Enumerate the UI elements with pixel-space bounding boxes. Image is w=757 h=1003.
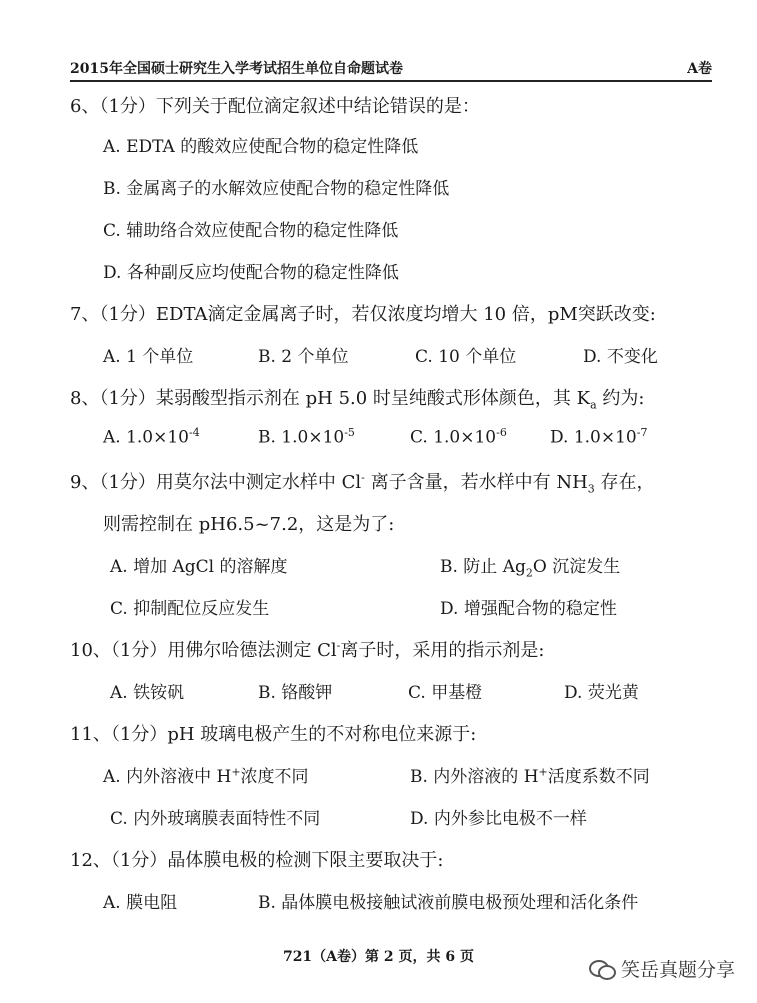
question-9-option-d: D. 增强配合物的稳定性 [440,599,617,619]
question-10-option-a: A. 铁铵矾 [110,683,185,703]
question-7-option-b: B. 2 个单位 [258,347,349,367]
watermark [589,955,735,982]
watermark-text: 笑岳真题分享 [620,959,735,981]
wechat-icon [589,958,615,980]
question-7-stem: 7、（1分）EDTA滴定金属离子时，若仅浓度均增大 10 倍，pM突跃改变: [70,304,656,325]
question-12-stem: 12、（1分）晶体膜电极的检测下限主要取决于: [70,850,444,871]
question-11-option-b: B. 内外溶液的 H+活度系数不同 [410,765,650,787]
question-11-stem: 11、（1分）pH 玻璃电极产生的不对称电位来源于: [70,724,477,745]
question-11-option-a: A. 内外溶液中 H+浓度不同 [103,765,309,787]
paper-version: A卷 [687,61,712,77]
question-8-option-d: D. $1.0\times 10^{-7}$ [550,426,648,448]
question-10-option-b: B. 铬酸钾 [258,683,333,703]
question-7-option-a: A. 1 个单位 [103,347,194,367]
exam-title: 2015年全国硕士研究生入学考试招生单位自命题试卷 [70,61,403,77]
question-7-option-d: D. 不变化 [583,347,658,367]
question-9-option-b: B. 防止 $Ag_2O$ 沉淀发生 [440,557,621,580]
question-6-option-d: D. 各种副反应均使配合物的稳定性降低 [103,263,399,283]
question-6-option-b: B. 金属离子的水解效应使配合物的稳定性降低 [103,179,450,199]
question-10-option-c: C. 甲基橙 [408,683,483,703]
question-12-option-b: B. 晶体膜电极接触试液前膜电极预处理和活化条件 [258,893,639,913]
question-9-option-a: A. 增加 AgCl 的溶解度 [110,557,288,577]
page-header [70,52,712,82]
question-8-option-c: C. $1.0\times 10^{-6}$ [410,426,507,448]
question-9-stem-continued: 则需控制在 pH6.5~7.2，这是为了: [103,514,395,535]
question-6-option-a: A. EDTA 的酸效应使配合物的稳定性降低 [103,137,419,157]
page-footer: 721（A卷）第 2 页，共 6 页 [282,949,475,965]
question-6-stem: 6、（1分）下列关于配位滴定叙述中结论错误的是： [70,96,480,117]
question-10-stem: 10、（1分）用佛尔哈德法测定 Cl-离子时，采用的指示剂是: [70,639,545,661]
question-8-option-b: B. $1.0\times 10^{-5}$ [258,426,355,448]
question-9-stem: 9、（1分）用莫尔法中测定水样中 Cl- 离子含量，若水样中有 $NH_3$ 存在， [70,471,655,496]
question-6-option-c: C. 辅助络合效应使配合物的稳定性降低 [103,221,399,241]
question-11-option-c: C. 内外玻璃膜表面特性不同 [110,809,321,829]
question-8-option-a: A. $1.0\times 10^{-4}$ [103,426,200,448]
question-10-option-d: D. 荧光黄 [564,683,639,703]
question-8-stem: 8、（1分）某弱酸型指示剂在 pH 5.0 时呈纯酸式形体颜色，其 $K_a$ 约为: [70,388,645,412]
question-9-option-c: C. 抑制配位反应发生 [110,599,270,619]
question-7-option-c: C. 10 个单位 [415,347,517,367]
question-11-option-d: D. 内外参比电极不一样 [410,809,587,829]
question-12-option-a: A. 膜电阻 [103,893,178,913]
